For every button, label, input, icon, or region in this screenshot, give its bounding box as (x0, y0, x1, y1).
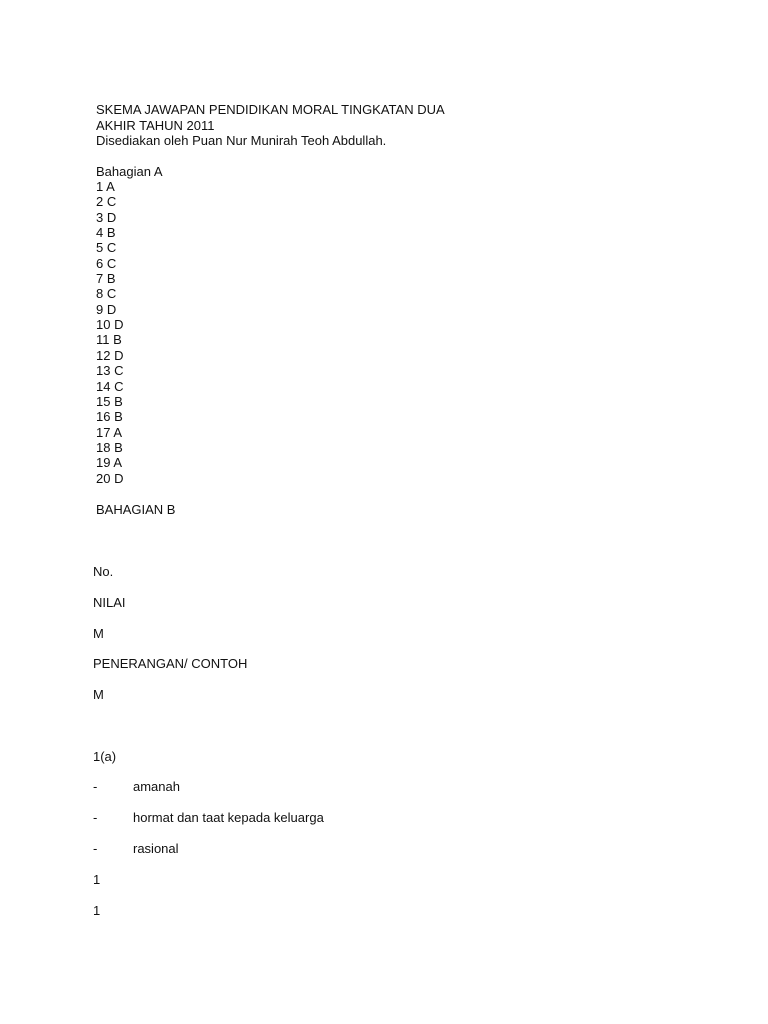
answer-item: 17 A (96, 425, 123, 440)
value-text: hormat dan taat kepada keluarga (133, 810, 324, 825)
mark-value: 1 (93, 903, 101, 918)
table-header-mark: M (93, 626, 104, 641)
value-dash: - (93, 841, 98, 856)
answer-item: 14 C (96, 379, 124, 394)
value-text: amanah (133, 779, 180, 794)
answer-item: 11 B (96, 332, 122, 347)
answer-item: 9 D (96, 302, 117, 317)
question-number: 1(a) (93, 749, 117, 764)
answer-item: 6 C (96, 256, 117, 271)
answer-item: 5 C (96, 240, 117, 255)
answer-item: 18 B (96, 440, 123, 455)
section-a-heading: Bahagian A (96, 164, 163, 179)
answer-item: 4 B (96, 225, 116, 240)
value-text: rasional (133, 841, 179, 856)
prepared-by: Disediakan oleh Puan Nur Munirah Teoh Abdullah. (96, 133, 387, 148)
document-title-line2: AKHIR TAHUN 2011 (96, 118, 215, 133)
table-header-mark: M (93, 687, 104, 702)
answer-item: 1 A (96, 179, 115, 194)
answer-item: 2 C (96, 194, 117, 209)
value-dash: - (93, 810, 98, 825)
table-header-no: No. (93, 564, 114, 579)
table-header-penerangan: PENERANGAN/ CONTOH (93, 656, 248, 671)
table-header-nilai: NILAI (93, 595, 126, 610)
answer-item: 16 B (96, 409, 123, 424)
answer-item: 15 B (96, 394, 123, 409)
document-title-line1: SKEMA JAWAPAN PENDIDIKAN MORAL TINGKATAN DUA (96, 102, 445, 117)
answer-item: 19 A (96, 455, 123, 470)
answer-item: 3 D (96, 210, 117, 225)
answer-item: 10 D (96, 317, 124, 332)
answer-item: 8 C (96, 286, 117, 301)
mark-value: 1 (93, 872, 101, 887)
answer-item: 13 C (96, 363, 124, 378)
answer-item: 12 D (96, 348, 124, 363)
value-dash: - (93, 779, 98, 794)
section-b-heading: BAHAGIAN B (96, 502, 176, 517)
answer-item: 7 B (96, 271, 116, 286)
answer-item: 20 D (96, 471, 124, 486)
